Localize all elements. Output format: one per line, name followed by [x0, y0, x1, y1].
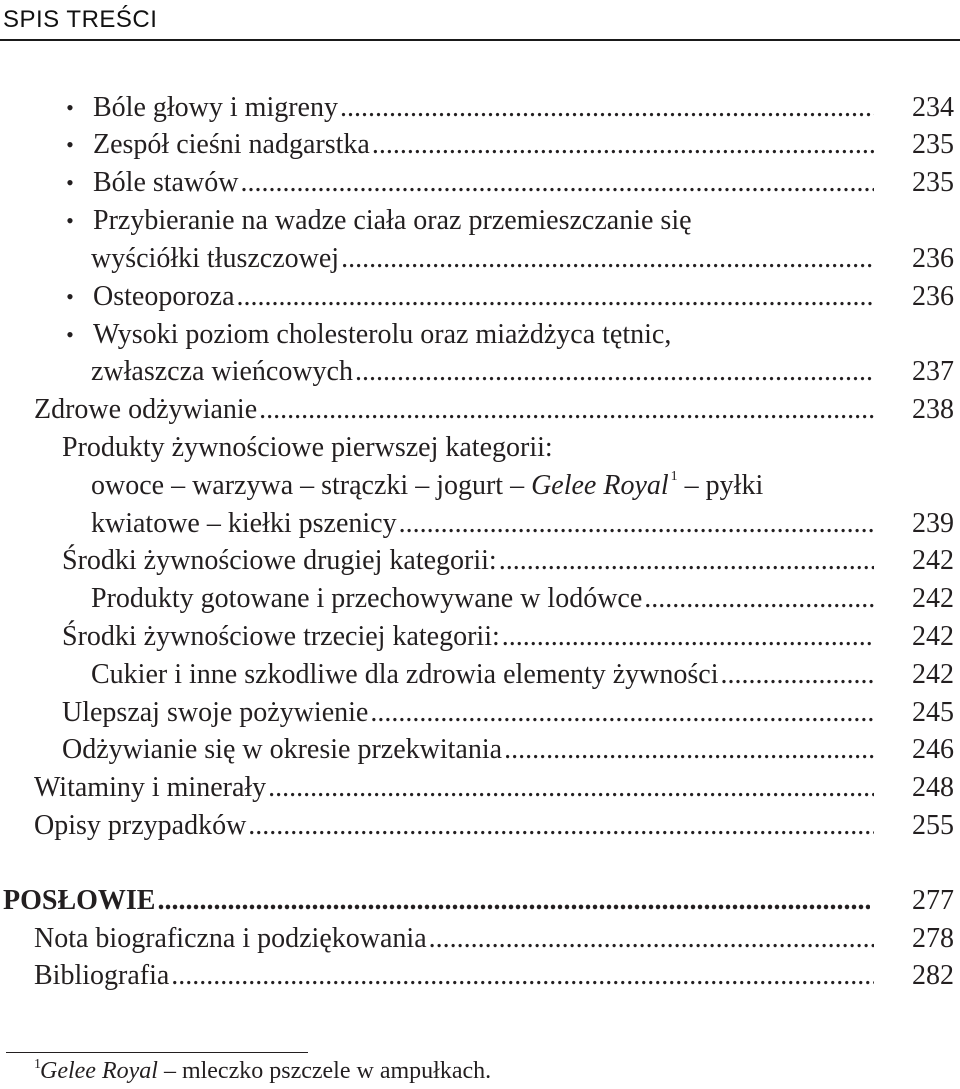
toc-subsubsection-title: Produkty gotowane i przechowywane w lodówce [91, 583, 643, 614]
toc-entry[interactable] [0, 164, 960, 202]
toc-section[interactable] [0, 957, 960, 995]
toc-entry-page: 277 [912, 885, 954, 916]
dot-leader [341, 240, 874, 278]
bullet-icon: • [66, 208, 74, 233]
toc-entry-page: 236 [912, 281, 954, 312]
toc-subsubsection[interactable] [0, 656, 960, 694]
toc-subsection[interactable] [0, 694, 960, 732]
dot-leader [268, 769, 874, 807]
toc-entry-title: Zespół cieśni nadgarstka [93, 129, 370, 160]
toc-entry-page: 234 [912, 92, 954, 123]
toc-section[interactable] [0, 769, 960, 807]
toc-subsection[interactable] [0, 618, 960, 656]
dot-leader [237, 278, 874, 316]
toc-entry[interactable] [0, 89, 960, 127]
toc-subsubsection[interactable] [0, 580, 960, 618]
bullet-icon: • [66, 284, 74, 309]
toc-section-title: Bibliografia [34, 960, 170, 991]
toc-chapter-title: POSŁOWIE [3, 885, 156, 916]
dot-leader [399, 505, 874, 543]
dot-leader [720, 656, 874, 694]
toc-entry-page: 282 [912, 960, 954, 991]
toc-entry-title: Przybieranie na wadze ciała oraz przemieszczanie się [93, 205, 692, 236]
toc-subsection-first-line[interactable] [0, 429, 960, 467]
footnote-divider [6, 1052, 308, 1053]
bullet-icon: • [66, 170, 74, 195]
toc-entry-first-line[interactable] [0, 316, 960, 354]
toc-entry[interactable] [0, 278, 960, 316]
toc-entry-page: 242 [912, 583, 954, 614]
toc-section[interactable] [0, 391, 960, 429]
page-title: SPIS TREŚCI [3, 6, 158, 33]
toc-entry-page: 239 [912, 508, 954, 539]
footnote-reference[interactable]: 1 [670, 469, 678, 484]
toc-entry-page: 248 [912, 772, 954, 803]
toc-subsubsection-title: Cukier i inne szkodliwe dla zdrowia elementy żywności [91, 659, 719, 690]
toc-entry-page: 238 [912, 394, 954, 425]
footnote [34, 1054, 492, 1088]
toc-entry-page: 242 [912, 621, 954, 652]
dot-leader [240, 164, 874, 202]
dot-leader [499, 542, 874, 580]
toc-italic-term: Gelee Royal [531, 470, 669, 501]
toc-entry-first-line[interactable] [0, 202, 960, 240]
toc-subsection-continuation[interactable] [0, 505, 960, 543]
dot-leader [504, 731, 874, 769]
dot-leader [372, 126, 874, 164]
bullet-icon: • [66, 322, 74, 347]
footnote-mark: 1 [34, 1057, 41, 1072]
toc-entry-page: 246 [912, 734, 954, 765]
toc-subsection-title: Produkty żywnościowe pierwszej kategorii: [62, 432, 553, 463]
toc-section-title: Opisy przypadków [34, 810, 247, 841]
toc-subsection[interactable] [0, 731, 960, 769]
toc-entry-continuation[interactable] [0, 353, 960, 391]
bullet-icon: • [66, 132, 74, 157]
footnote-term: Gelee Royal [40, 1058, 158, 1084]
toc-section[interactable] [0, 920, 960, 958]
toc-entry-title: wyściółki tłuszczowej [91, 243, 340, 274]
toc-entry-page: 255 [912, 810, 954, 841]
dot-leader [340, 89, 874, 127]
toc-subsection-continuation[interactable] [0, 467, 960, 505]
toc-subsection-title: Ulepszaj swoje pożywienie [62, 697, 369, 728]
dot-leader [644, 580, 874, 618]
toc-section-title: Nota biograficzna i podziękowania [34, 923, 427, 954]
toc-subsection-title: Odżywianie się w okresie przekwitania [62, 734, 503, 765]
toc-entry[interactable] [0, 126, 960, 164]
toc-entry-page: 242 [912, 659, 954, 690]
toc-entry-page: 235 [912, 129, 954, 160]
dot-leader [370, 694, 874, 732]
toc-entry-page: 242 [912, 545, 954, 576]
toc-chapter[interactable] [0, 882, 960, 920]
toc-entry-title: Bóle głowy i migreny [93, 92, 338, 123]
toc-section-title: Zdrowe odżywianie [34, 394, 258, 425]
toc-entry-title: Osteoporoza [93, 281, 235, 312]
toc-text-segment: owoce – warzywa – strączki – jogurt – [91, 470, 532, 501]
toc-entry-page: 236 [912, 243, 954, 274]
toc-text-segment: – pyłki [677, 470, 764, 501]
toc-subsection-title: Środki żywnościowe trzeciej kategorii: [62, 621, 500, 652]
toc-section-title: Witaminy i minerały [34, 772, 267, 803]
dot-leader [259, 391, 874, 429]
toc-entry-continuation[interactable] [0, 240, 960, 278]
toc-entry-page: 235 [912, 167, 954, 198]
dot-leader [429, 920, 874, 958]
toc-entry-page: 245 [912, 697, 954, 728]
toc-section[interactable] [0, 807, 960, 845]
toc-entry-title: zwłaszcza wieńcowych [91, 356, 353, 387]
dot-leader [171, 957, 874, 995]
dot-leader [502, 618, 874, 656]
toc-subsection-title: kwiatowe – kiełki pszenicy [91, 508, 397, 539]
footnote-text: – mleczko pszczele w ampułkach. [157, 1058, 492, 1084]
toc-entry-title: Bóle stawów [93, 167, 239, 198]
toc-entry-page: 237 [912, 356, 954, 387]
bullet-icon: • [66, 95, 74, 120]
toc-entry-page: 278 [912, 923, 954, 954]
dot-leader [157, 882, 870, 920]
toc-subsection-title: Środki żywnościowe drugiej kategorii: [62, 545, 497, 576]
dot-leader [355, 353, 874, 391]
dot-leader [248, 807, 874, 845]
toc-subsection[interactable] [0, 542, 960, 580]
toc-entry-title: Wysoki poziom cholesterolu oraz miażdżyca tętnic, [93, 319, 672, 350]
